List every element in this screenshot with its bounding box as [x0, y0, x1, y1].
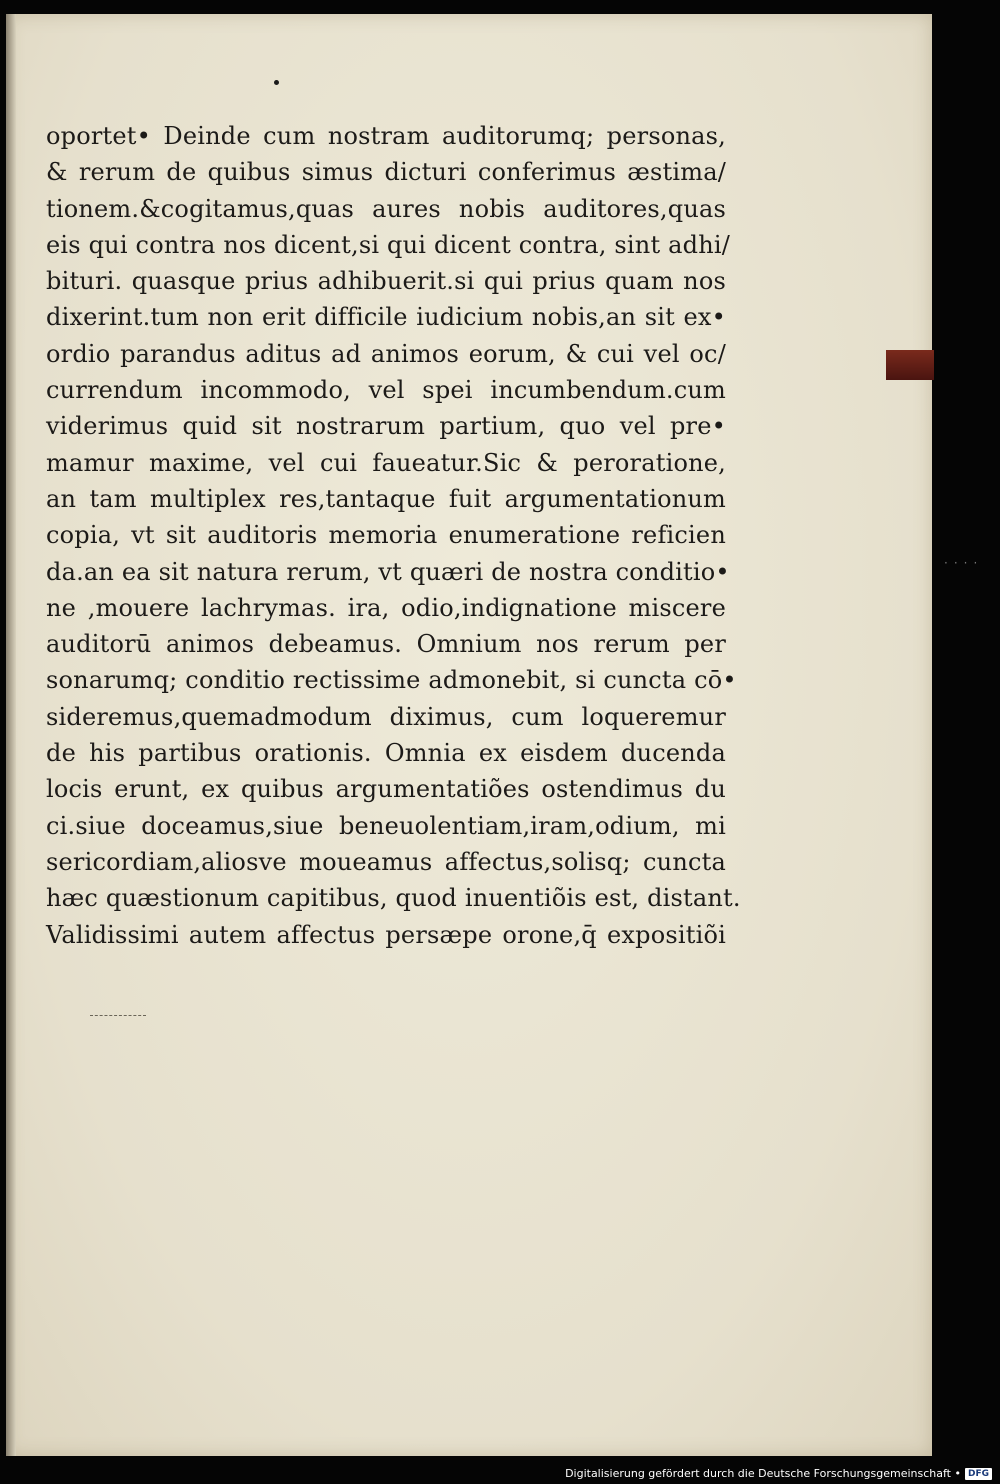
book-page	[6, 14, 932, 1456]
text-line: sericordiam,aliosve moueamus affectus,solisq; cuncta	[46, 847, 726, 876]
text-line: da.an ea sit natura rerum, vt quæri de nostra conditio•	[46, 557, 730, 586]
digitization-credit	[565, 1467, 992, 1480]
text-line: copia, vt sit auditoris memoria enumeratione reficien	[46, 521, 726, 550]
text-line: sonarumq; conditio rectissime admonebit, si cuncta cō•	[46, 666, 737, 695]
text-line: hæc quæstionum capitibus, quod inuentiõis est, distant.	[46, 884, 741, 913]
text-line: dixerint.tum non erit difficile iudicium nobis,an sit ex•	[46, 303, 726, 332]
text-line: sideremus,quemadmodum diximus, cum loqueremur	[46, 702, 726, 731]
text-line: ne ,mouere lachrymas. ira, odio,indignatione miscere	[46, 593, 726, 622]
page-gutter-shadow	[6, 14, 16, 1456]
bookmark-ribbon	[886, 350, 934, 380]
body-text	[46, 118, 741, 953]
text-line: Validissimi autem affectus persæpe orone,q̄ expositiõi	[46, 920, 726, 949]
text-line: auditorū animos debeamus. Omnium nos rerum per	[46, 630, 726, 659]
text-line: ordio parandus aditus ad animos eorum, & cui vel oc/	[46, 339, 726, 368]
text-line: viderimus quid sit nostrarum partium, quo vel pre•	[46, 412, 726, 441]
text-line: oportet• Deinde cum nostram auditorumq; personas,	[46, 122, 726, 150]
text-line: tionem.&cogitamus,quas aures nobis auditores,quas	[46, 194, 726, 223]
text-line: eis qui contra nos dicent,si qui dicent contra, sint adhi/	[46, 230, 731, 259]
printer-mark-dot	[274, 80, 279, 85]
text-line: ci.siue doceamus,siue beneuolentiam,iram,odium, mi	[46, 811, 726, 840]
text-line: bituri. quasque prius adhibuerit.si qui prius quam nos	[46, 267, 726, 296]
text-line: locis erunt, ex quibus argumentatiões ostendimus du	[46, 775, 726, 804]
dfg-logo-icon: DFG	[965, 1468, 992, 1480]
scan-edge-dots: ····	[944, 556, 984, 570]
text-line: & rerum de quibus simus dicturi conferimus æstima/	[46, 158, 726, 187]
footer-rule	[90, 1015, 146, 1017]
text-line: an tam multiplex res,tantaque fuit argumentationum	[46, 484, 726, 513]
text-line: de his partibus orationis. Omnia ex eisdem ducenda	[46, 739, 726, 768]
text-line: mamur maxime, vel cui faueatur.Sic & peroratione,	[46, 448, 726, 477]
credit-text: Digitalisierung gefördert durch die Deutsche Forschungsgemeinschaft •	[565, 1467, 961, 1480]
text-line: currendum incommodo, vel spei incumbendum.cum	[46, 376, 726, 405]
